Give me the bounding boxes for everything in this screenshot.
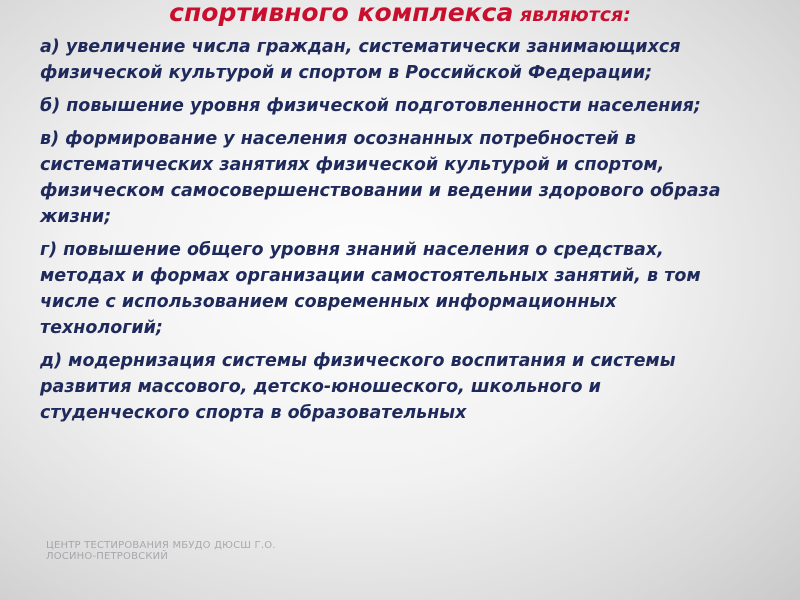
slide-title [0,0,800,27]
item-marker: б) [40,96,61,116]
goals-list [40,34,740,433]
item-text: повышение уровня физической подготовленности населения; [66,96,701,116]
item-text: формирование у населения осознанных потребностей в систематических занятиях физической культурой и спортом, физическом самосовершенствовании и ведении здорового образа жизни; [40,129,721,227]
item-text: увеличение числа граждан, систематически занимающихся физической культурой и спортом в Российской Федерации; [40,37,681,83]
list-item [40,348,740,426]
footer-line-2: ЛОСИНО-ПЕТРОВСКИЙ [46,551,169,562]
title-accent: спортивного комплекса [169,0,514,27]
list-item [40,93,740,119]
item-marker: а) [40,37,60,57]
footer-line-1: ЦЕНТР ТЕСТИРОВАНИЯ МБУДО ДЮСШ Г.О. [46,540,276,551]
item-marker: в) [40,129,60,149]
list-item [40,126,740,230]
title-tail: являются: [513,4,631,26]
item-text: модернизация системы физического воспитания и системы развития массового, детско-юношеского, школьного и студенческого спорта в образовательных [40,351,676,423]
list-item [40,237,740,341]
item-marker: г) [40,240,58,260]
list-item [40,34,740,86]
item-marker: д) [40,351,63,371]
item-text: повышение общего уровня знаний населения о средствах, методах и формах организации самостоятельных занятий, в том числе с использованием современных информационных технологий; [40,240,701,338]
footer-watermark [46,540,346,562]
